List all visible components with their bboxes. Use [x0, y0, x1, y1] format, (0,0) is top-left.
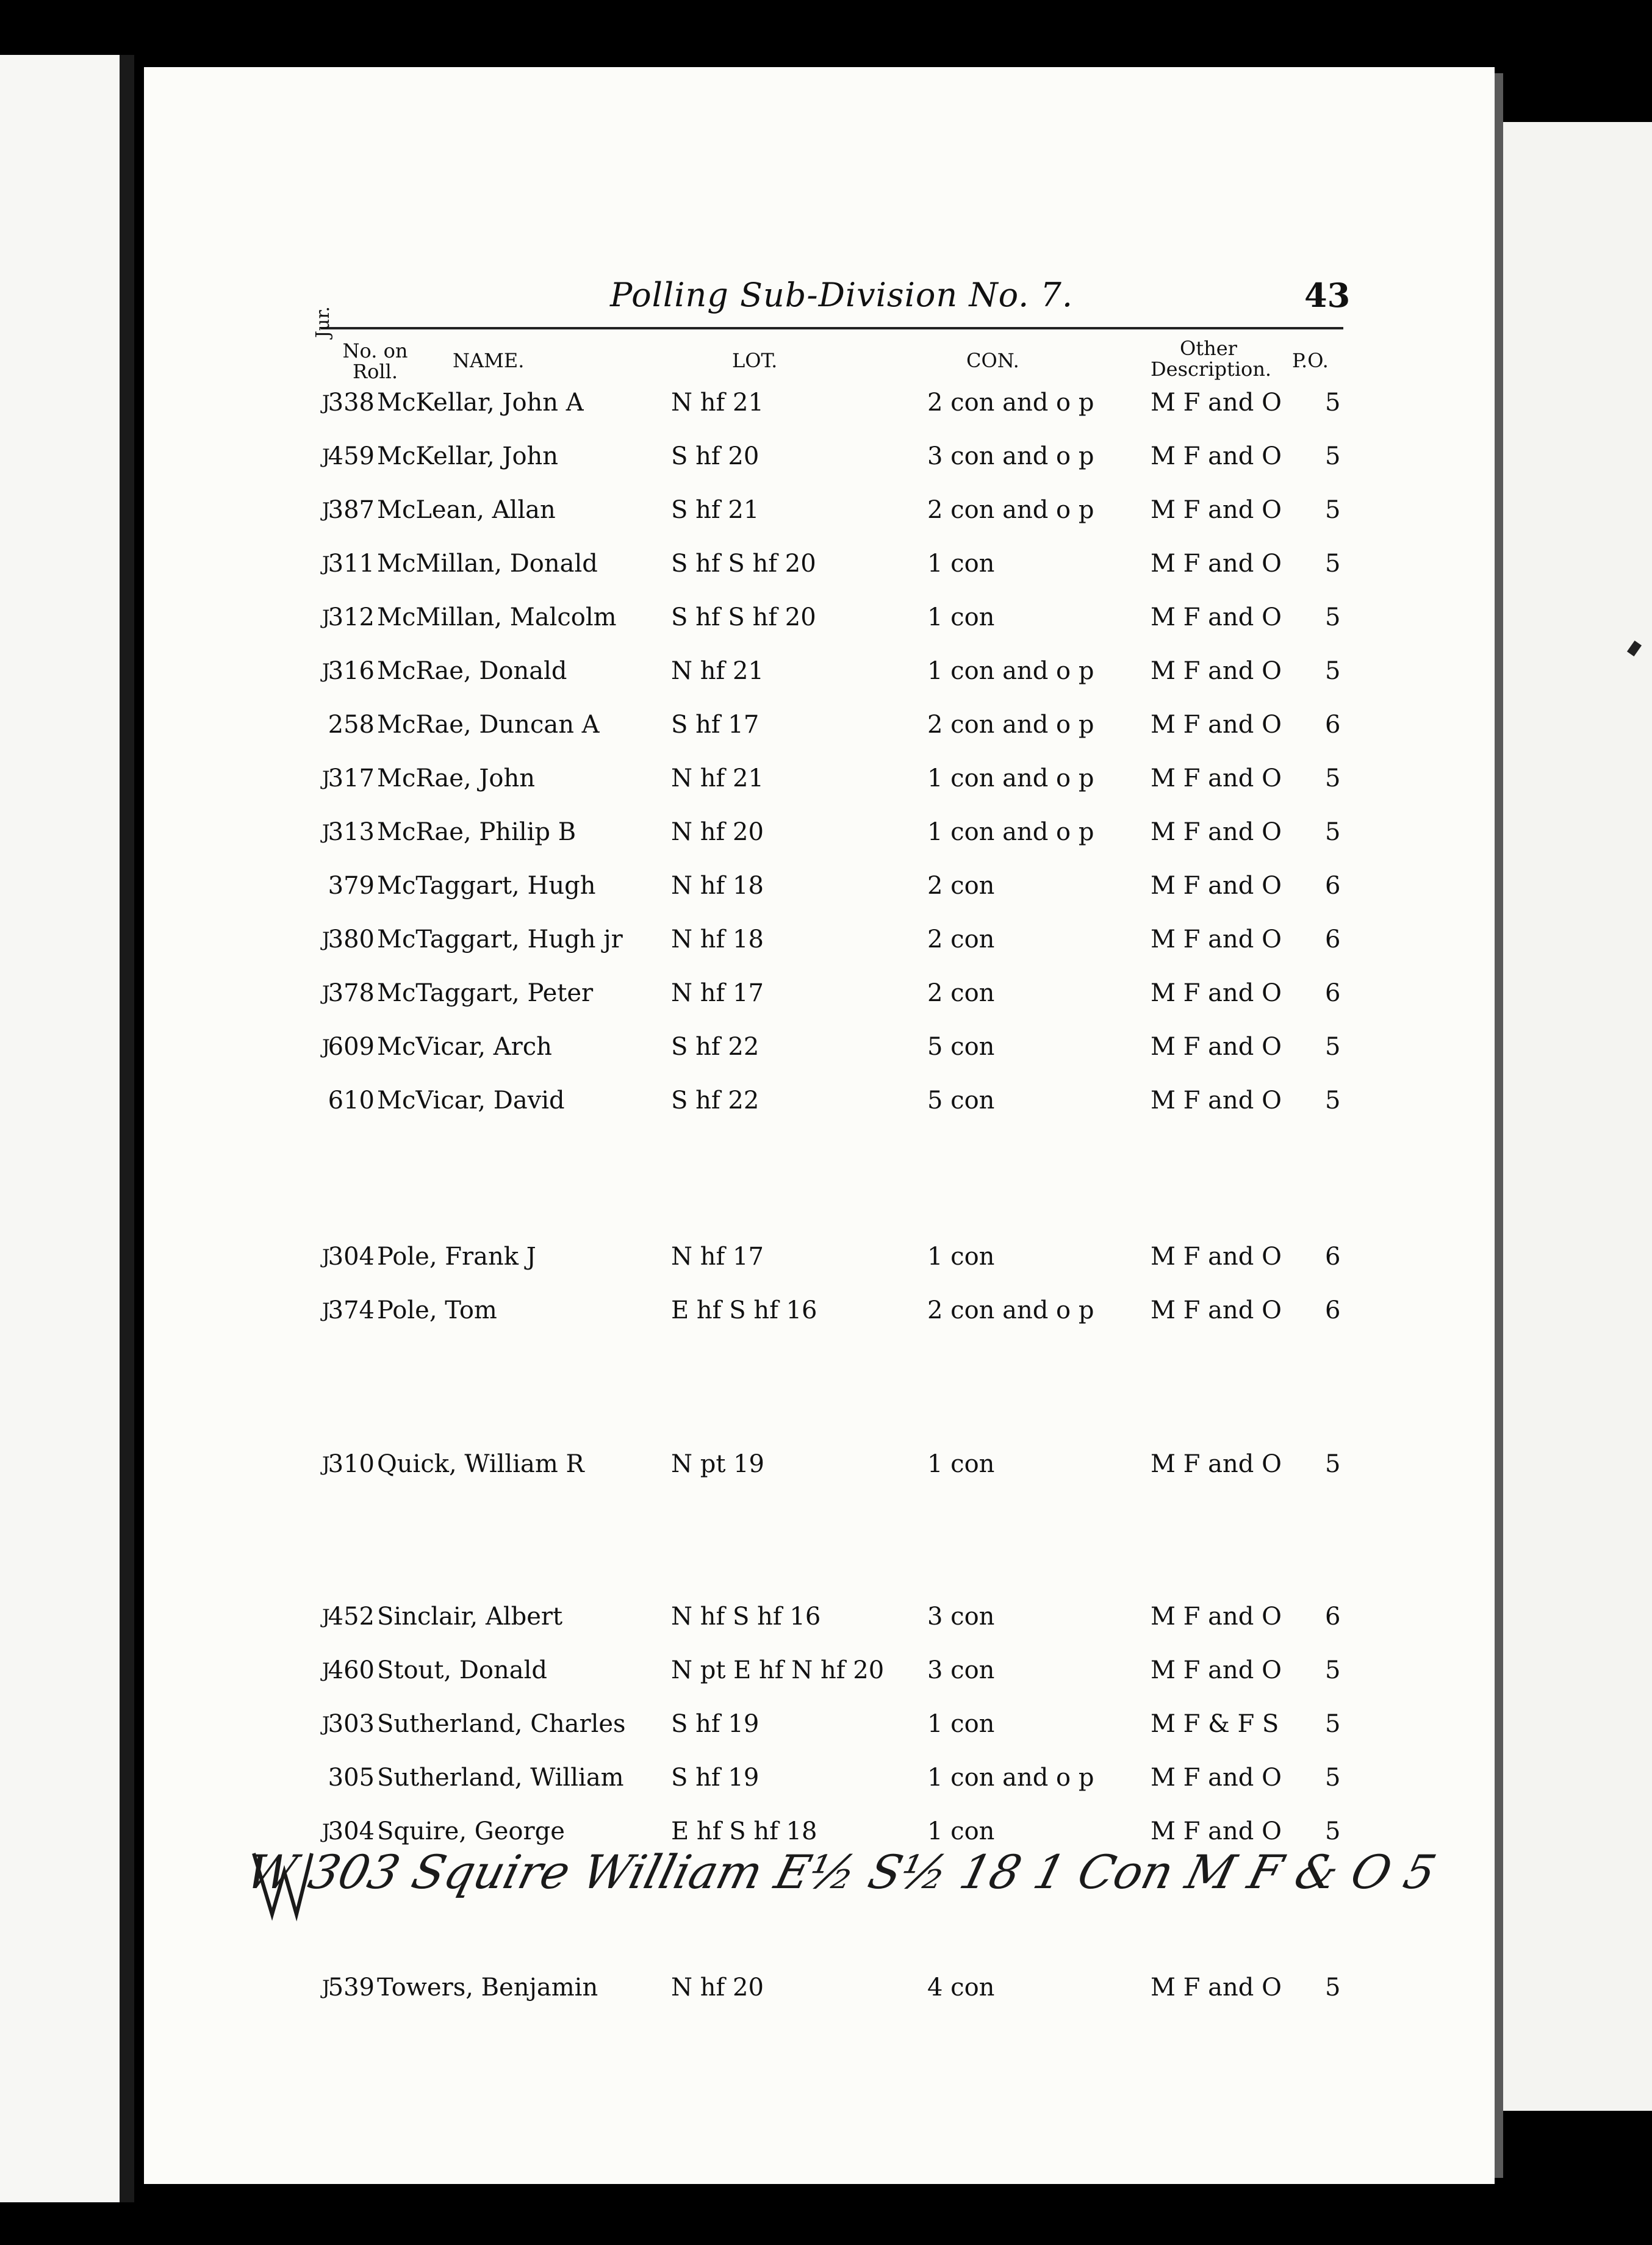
other-description: M F and O	[1151, 818, 1282, 846]
other-description: M F and O	[1151, 657, 1282, 685]
other-description: M F and O	[1151, 1656, 1282, 1684]
roll-entry	[0, 1082, 1652, 1119]
column-header-con: CON.	[966, 349, 1019, 372]
jur-mark: J	[322, 1659, 330, 1682]
jur-mark: J	[322, 606, 330, 629]
roll-entry	[0, 706, 1652, 743]
post-office: 5	[1325, 1817, 1341, 1845]
column-header-no-on-roll: No. on Roll.	[342, 339, 408, 383]
concession: 5 con	[927, 1033, 995, 1061]
voter-name: Sutherland, Charles	[377, 1710, 626, 1738]
other-description: M F and O	[1151, 764, 1282, 792]
voter-name: McVicar, Arch	[377, 1033, 552, 1061]
jur-mark: J	[322, 1453, 330, 1476]
other-description: M F and O	[1151, 1296, 1282, 1324]
post-office: 6	[1325, 1243, 1341, 1271]
post-office: 6	[1325, 979, 1341, 1007]
roll-number: 313	[328, 818, 375, 846]
jur-mark: J	[322, 767, 330, 790]
other-description: M F and O	[1151, 711, 1282, 739]
other-description: M F and O	[1151, 442, 1282, 470]
lot: N hf 17	[671, 1243, 764, 1271]
roll-entry	[0, 760, 1652, 797]
other-description: M F and O	[1151, 1974, 1282, 2002]
concession: 3 con and o p	[927, 442, 1094, 470]
roll-number: 304	[328, 1817, 375, 1845]
concession: 2 con and o p	[927, 496, 1094, 524]
lot: N hf 21	[671, 764, 764, 792]
roll-entry	[0, 438, 1652, 475]
roll-number: 610	[328, 1087, 375, 1115]
roll-number: 460	[328, 1656, 375, 1684]
post-office: 6	[1325, 1603, 1341, 1631]
roll-number: 304	[328, 1243, 375, 1271]
concession: 1 con and o p	[927, 657, 1094, 685]
voter-name: Pole, Frank J	[377, 1243, 536, 1271]
jur-mark: J	[322, 1820, 330, 1843]
voter-name: McRae, Duncan A	[377, 711, 600, 739]
concession: 1 con	[927, 1817, 995, 1845]
roll-number: 258	[328, 711, 375, 739]
post-office: 5	[1325, 1033, 1341, 1061]
page-number: 43	[1304, 276, 1351, 315]
other-description: M F & F S	[1151, 1710, 1279, 1738]
roll-entry	[0, 492, 1652, 528]
jur-mark: J	[322, 1035, 330, 1058]
roll-entry	[0, 1446, 1652, 1482]
voter-name: McRae, Donald	[377, 657, 567, 685]
other-description: M F and O	[1151, 1817, 1282, 1845]
other-description: M F and O	[1151, 1764, 1282, 1792]
facing-page-edge	[0, 55, 122, 2202]
concession: 1 con	[927, 603, 995, 631]
roll-entry	[0, 545, 1652, 582]
voter-name: Pole, Tom	[377, 1296, 497, 1324]
roll-number: 609	[328, 1033, 375, 1061]
jur-mark: J	[322, 659, 330, 683]
roll-number: 303	[328, 1710, 375, 1738]
roll-number: 305	[328, 1764, 375, 1792]
voter-name: McLean, Allan	[377, 496, 556, 524]
lot: N pt 19	[671, 1450, 765, 1478]
concession: 1 con	[927, 550, 995, 578]
voter-name: McRae, John	[377, 764, 535, 792]
jur-mark: J	[322, 928, 330, 951]
column-header-po: P.O.	[1292, 349, 1329, 372]
voter-name: McTaggart, Hugh	[377, 872, 596, 900]
voter-name: Squire, George	[377, 1817, 565, 1845]
lot: N hf 18	[671, 925, 764, 954]
concession: 1 con and o p	[927, 1764, 1094, 1792]
jur-mark: J	[322, 391, 330, 414]
post-office: 5	[1325, 1764, 1341, 1792]
concession: 2 con and o p	[927, 711, 1094, 739]
voter-name: Quick, William R	[377, 1450, 584, 1478]
roll-entry	[0, 867, 1652, 904]
lot: N pt E hf N hf 20	[671, 1656, 885, 1684]
voter-name: Sinclair, Albert	[377, 1603, 563, 1631]
other-description: M F and O	[1151, 1033, 1282, 1061]
roll-number: 316	[328, 657, 375, 685]
roll-entry	[0, 921, 1652, 958]
voter-name: McMillan, Donald	[377, 550, 598, 578]
post-office: 6	[1325, 711, 1341, 739]
jur-mark: J	[322, 552, 330, 575]
jur-mark: J	[322, 982, 330, 1005]
jur-mark: J	[322, 1976, 330, 1999]
roll-number: 380	[328, 925, 375, 954]
lot: N hf 20	[671, 818, 764, 846]
post-office: 5	[1325, 1087, 1341, 1115]
roll-entry	[0, 1652, 1652, 1689]
concession: 2 con	[927, 979, 995, 1007]
header-rule	[321, 327, 1343, 329]
roll-entry	[0, 1969, 1652, 2006]
post-office: 5	[1325, 442, 1341, 470]
voter-name: McMillan, Malcolm	[377, 603, 617, 631]
concession: 3 con	[927, 1603, 995, 1631]
post-office: 5	[1325, 1710, 1341, 1738]
roll-number: 311	[328, 550, 375, 578]
concession: 3 con	[927, 1656, 995, 1684]
page-title: Polling Sub-Division No. 7.	[610, 276, 1074, 314]
post-office: 5	[1325, 496, 1341, 524]
jur-mark: J	[322, 1299, 330, 1322]
other-description: M F and O	[1151, 872, 1282, 900]
roll-entry	[0, 1706, 1652, 1742]
lot: S hf 22	[671, 1033, 760, 1061]
lot: N hf 21	[671, 389, 764, 417]
roll-number: 387	[328, 496, 375, 524]
lot: N hf S hf 16	[671, 1603, 821, 1631]
roll-number: 459	[328, 442, 375, 470]
lot: N hf 21	[671, 657, 764, 685]
voter-name: McVicar, David	[377, 1087, 565, 1115]
other-description: M F and O	[1151, 603, 1282, 631]
voter-name: McKellar, John A	[377, 389, 584, 417]
concession: 1 con	[927, 1243, 995, 1271]
post-office: 5	[1325, 1656, 1341, 1684]
column-header-jur: Jur.	[312, 306, 334, 338]
lot: N hf 18	[671, 872, 764, 900]
roll-number: 452	[328, 1603, 375, 1631]
roll-entry	[0, 653, 1652, 689]
jur-mark: J	[322, 445, 330, 468]
concession: 2 con and o p	[927, 1296, 1094, 1324]
jur-mark: J	[322, 1712, 330, 1736]
post-office: 5	[1325, 603, 1341, 631]
other-description: M F and O	[1151, 1087, 1282, 1115]
lot: S hf S hf 20	[671, 603, 816, 631]
other-description: M F and O	[1151, 1243, 1282, 1271]
other-description: M F and O	[1151, 1450, 1282, 1478]
other-description: M F and O	[1151, 1603, 1282, 1631]
lot: S hf 17	[671, 711, 760, 739]
voter-name: Towers, Benjamin	[377, 1974, 598, 2002]
other-description: M F and O	[1151, 979, 1282, 1007]
post-office: 5	[1325, 550, 1341, 578]
post-office: 5	[1325, 818, 1341, 846]
post-office: 5	[1325, 657, 1341, 685]
handwritten-entry: W 303 Squire William E½ S½ 18 1 Con M F & O 5	[240, 1845, 1442, 1899]
concession: 2 con	[927, 925, 995, 954]
lot: S hf 21	[671, 496, 760, 524]
roll-entry	[0, 599, 1652, 636]
lot: N hf 20	[671, 1974, 764, 2002]
other-description: M F and O	[1151, 389, 1282, 417]
voter-name: Stout, Donald	[377, 1656, 547, 1684]
voter-name: McTaggart, Hugh jr	[377, 925, 623, 954]
concession: 5 con	[927, 1087, 995, 1115]
other-description: M F and O	[1151, 550, 1282, 578]
roll-number: 539	[328, 1974, 375, 2002]
post-office: 5	[1325, 1450, 1341, 1478]
roll-number: 310	[328, 1450, 375, 1478]
roll-number: 378	[328, 979, 375, 1007]
lot: N hf 17	[671, 979, 764, 1007]
post-office: 5	[1325, 764, 1341, 792]
roll-entry	[0, 1029, 1652, 1065]
lot: E hf S hf 16	[671, 1296, 817, 1324]
lot: S hf 22	[671, 1087, 760, 1115]
column-header-name: NAME.	[453, 349, 525, 372]
roll-number: 379	[328, 872, 375, 900]
lot: S hf 20	[671, 442, 760, 470]
voter-name: Sutherland, William	[377, 1764, 624, 1792]
roll-number: 338	[328, 389, 375, 417]
roll-entry	[0, 1598, 1652, 1635]
jur-mark: J	[322, 1605, 330, 1628]
post-office: 5	[1325, 1974, 1341, 2002]
jur-mark: J	[322, 1245, 330, 1268]
concession: 2 con and o p	[927, 389, 1094, 417]
roll-entry	[0, 1238, 1652, 1275]
other-description: M F and O	[1151, 925, 1282, 954]
roll-number: 312	[328, 603, 375, 631]
jur-mark: J	[322, 498, 330, 522]
column-header-other-description: Other Description.	[1151, 337, 1272, 381]
post-office: 5	[1325, 389, 1341, 417]
voter-name: McRae, Philip B	[377, 818, 576, 846]
jur-mark: J	[322, 821, 330, 844]
concession: 1 con and o p	[927, 818, 1094, 846]
post-office: 6	[1325, 925, 1341, 954]
roll-entry	[0, 1759, 1652, 1796]
roll-number: 374	[328, 1296, 375, 1324]
roll-entry	[0, 814, 1652, 850]
lot: S hf 19	[671, 1710, 760, 1738]
voter-name: McKellar, John	[377, 442, 559, 470]
roll-entry	[0, 975, 1652, 1011]
lot: S hf S hf 20	[671, 550, 816, 578]
lot: S hf 19	[671, 1764, 760, 1792]
concession: 1 con and o p	[927, 764, 1094, 792]
roll-entry	[0, 1292, 1652, 1329]
roll-entry	[0, 384, 1652, 421]
concession: 2 con	[927, 872, 995, 900]
concession: 1 con	[927, 1450, 995, 1478]
other-description: M F and O	[1151, 496, 1282, 524]
post-office: 6	[1325, 1296, 1341, 1324]
concession: 1 con	[927, 1710, 995, 1738]
roll-number: 317	[328, 764, 375, 792]
concession: 4 con	[927, 1974, 995, 2002]
post-office: 6	[1325, 872, 1341, 900]
lot: E hf S hf 18	[671, 1817, 817, 1845]
voter-name: McTaggart, Peter	[377, 979, 594, 1007]
binding-gutter	[120, 55, 134, 2202]
column-header-lot: LOT.	[732, 349, 778, 372]
